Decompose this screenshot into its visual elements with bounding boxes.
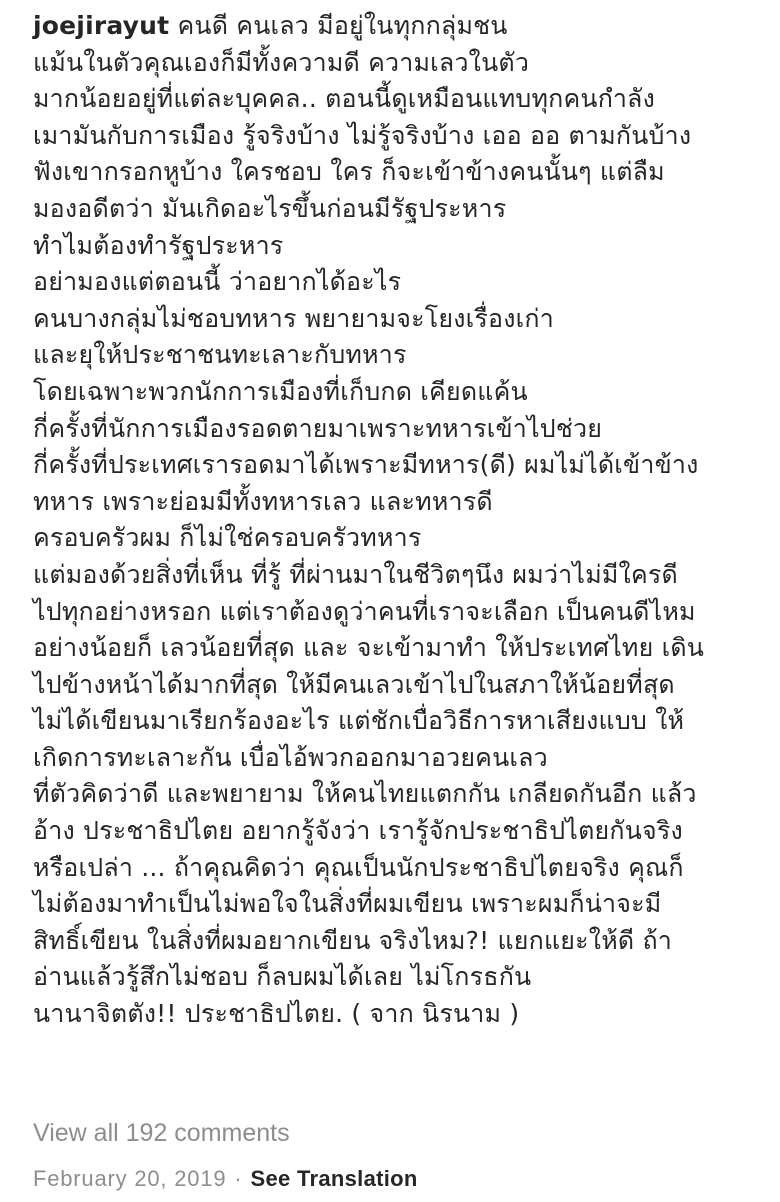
separator-dot: · bbox=[234, 1166, 243, 1191]
caption-line: โดยเฉพาะพวกนักการเมืองที่เก็บกด เคียดแค้น bbox=[33, 376, 528, 406]
caption-line: ฟังเขากรอกหูบ้าง ใครชอบ ใคร ก็จะเข้าข้างคนนั้นๆ แต่ลืม bbox=[33, 157, 665, 187]
caption-line: อย่างน้อยก็ เลวน้อยที่สุด และ จะเข้ามาทำ ให้ประเทศไทย เดิน bbox=[33, 633, 705, 663]
caption-line: ไปทุกอย่างหรอก แต่เราต้องดูว่าคนที่เราจะเลือก เป็นคนดีไหม bbox=[33, 596, 696, 626]
username-link[interactable]: joejirayut bbox=[33, 11, 170, 40]
caption-line: ไม่ต้องมาทำเป็นไม่พอใจในสิ่งที่ผมเขียน เพราะผมก็น่าจะมี bbox=[33, 889, 662, 919]
caption-line: แต่มองด้วยสิ่งที่เห็น ที่รู้ ที่ผ่านมาในชีวิตๆนึง ผมว่าไม่มีใครดี bbox=[33, 559, 678, 589]
caption-line: ทำไมต้องทำรัฐประหาร bbox=[33, 230, 284, 260]
caption-line: กี่ครั้งที่ประเทศเรารอดมาได้เพราะมีทหาร(ดี) ผมไม่ได้เข้าข้าง bbox=[33, 450, 699, 480]
caption-line: ทหาร เพราะย่อมมีทั้งทหารเลว และทหารดี bbox=[33, 486, 493, 516]
caption-line: สิทธิ์เขียน ในสิ่งที่ผมอยากเขียน จริงไหม?! แยกแยะให้ดี ถ้า bbox=[33, 925, 673, 955]
caption-text: คนดี คนเลว มีอยู่ในทุกกลุ่มชน bbox=[169, 11, 508, 40]
caption-line: คนบางกลุ่มไม่ชอบทหาร พยายามจะโยงเรื่องเก่า bbox=[33, 303, 554, 333]
caption-line: ไม่ได้เขียนมาเรียกร้องอะไร แต่ชักเบื่อวิธีการหาเสียงแบบ ให้ bbox=[33, 706, 685, 736]
caption-line: เมามันกับการเมือง รู้จริงบ้าง ไม่รู้จริงบ้าง เออ ออ ตามกันบ้าง bbox=[33, 120, 692, 150]
caption-line: และยุให้ประชาชนทะเลาะกับทหาร bbox=[33, 340, 407, 370]
post-meta-row bbox=[33, 1166, 418, 1192]
caption-line bbox=[33, 8, 780, 45]
caption-line: เกิดการทะเลาะกัน เบื่อไอ้พวกออกมาอวยคนเลว bbox=[33, 742, 548, 772]
caption-line: กี่ครั้งที่นักการเมืองรอดตายมาเพราะทหารเข้าไปช่วย bbox=[33, 413, 603, 443]
caption-line: หรือเปล่า ... ถ้าคุณคิดว่า คุณเป็นนักประชาธิปไตยจริง คุณก็ bbox=[33, 852, 684, 882]
caption-line: แม้นในตัวคุณเองก็มีทั้งความดี ความเลวในตัว bbox=[33, 47, 530, 77]
caption-line: อย่ามองแต่ตอนนี้ ว่าอยากได้อะไร bbox=[33, 267, 402, 297]
caption-line: ที่ตัวคิดว่าดี และพยายาม ให้คนไทยแตกกัน เกลียดกันอีก แล้ว bbox=[33, 779, 697, 809]
caption-line: อ้าง ประชาธิปไตย อยากรู้จังว่า เรารู้จักประชาธิปไตยกันจริง bbox=[33, 816, 683, 846]
caption-line: ครอบครัวผม ก็ไม่ใช่ครอบครัวทหาร bbox=[33, 523, 422, 553]
caption-line: นานาจิตตัง!! ประชาธิปไตย. ( จาก นิรนาม ) bbox=[33, 999, 520, 1029]
caption-line: มองอดีตว่า มันเกิดอะไรขึ้นก่อนมีรัฐประหาร bbox=[33, 193, 507, 223]
post-caption bbox=[33, 8, 780, 1033]
caption-line: มากน้อยอยู่ที่แต่ละบุคคล.. ตอนนี้ดูเหมือนแทบทุกคนกำลัง bbox=[33, 84, 655, 114]
view-all-comments-link[interactable]: View all 192 comments bbox=[33, 1119, 290, 1147]
caption-line: ไปข้างหน้าได้มากที่สุด ให้มีคนเลวเข้าไปในสภาให้น้อยที่สุด bbox=[33, 669, 675, 699]
see-translation-button[interactable]: See Translation bbox=[250, 1166, 418, 1191]
caption-line: อ่านแล้วรู้สึกไม่ชอบ ก็ลบผมได้เลย ไม่โกรธกัน bbox=[33, 962, 532, 992]
post-date: February 20, 2019 bbox=[33, 1166, 227, 1191]
